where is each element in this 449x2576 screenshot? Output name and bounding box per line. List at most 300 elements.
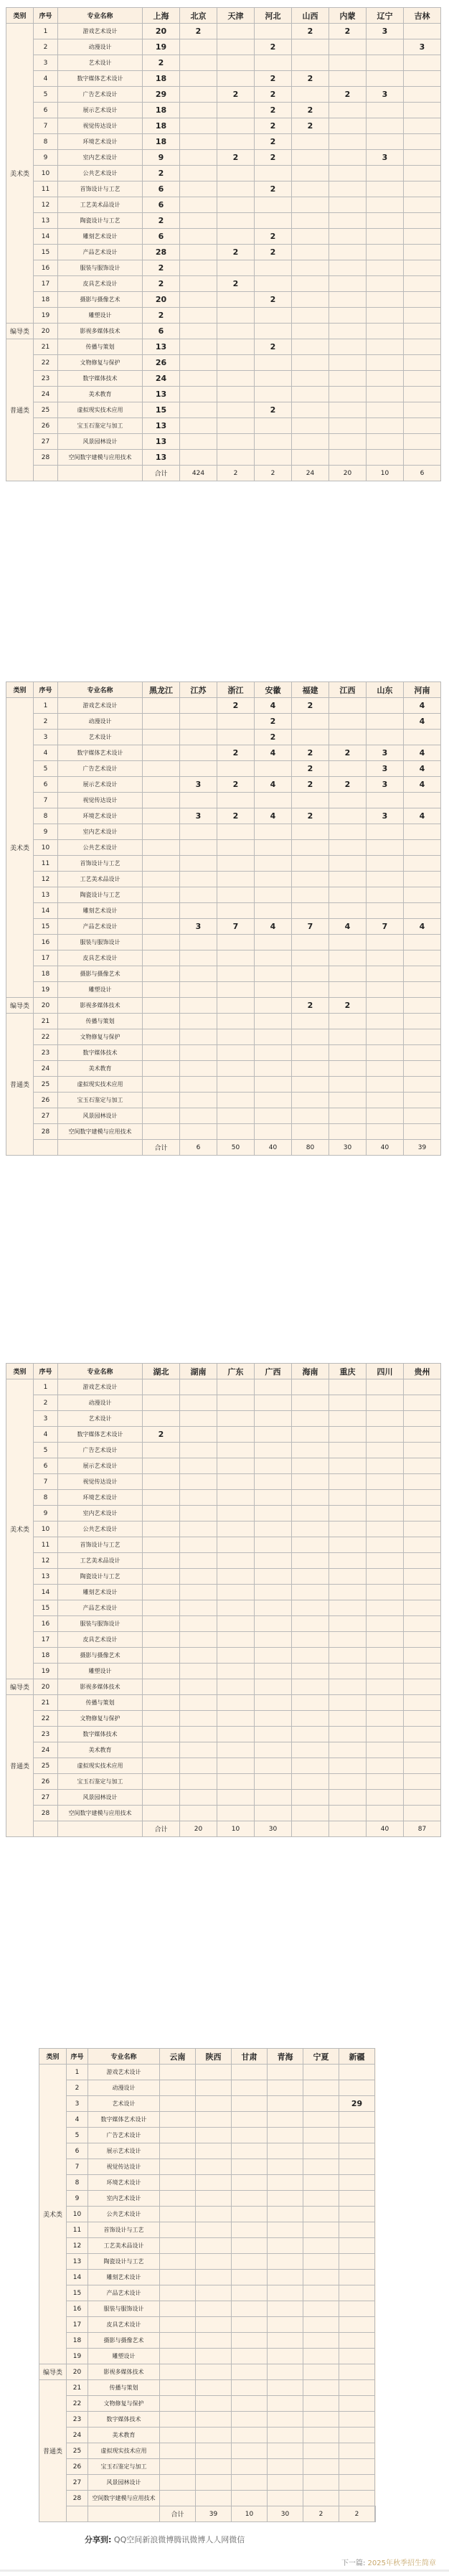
row-index: 4 xyxy=(34,745,58,761)
quota-cell xyxy=(217,118,255,134)
quota-cell xyxy=(232,2349,268,2364)
total-label: 合计 xyxy=(143,1821,180,1837)
table-row xyxy=(6,450,441,466)
quota-cell xyxy=(217,1014,255,1029)
quota-cell xyxy=(292,1600,329,1616)
program-name: 公共艺术设计 xyxy=(58,166,143,181)
quota-cell xyxy=(367,730,404,745)
quota-cell xyxy=(339,2175,375,2191)
quota-cell xyxy=(217,1061,255,1077)
quota-cell xyxy=(143,1600,180,1616)
quota-cell xyxy=(404,1443,441,1458)
row-index: 23 xyxy=(34,1045,58,1061)
table-row xyxy=(39,2380,376,2396)
quota-cell xyxy=(217,1616,255,1632)
program-name: 数字媒体技术 xyxy=(58,1727,143,1742)
quota-cell xyxy=(255,24,292,39)
program-name: 公共艺术设计 xyxy=(58,1521,143,1537)
quota-cell xyxy=(404,387,441,402)
table-row xyxy=(6,1742,441,1758)
total-cell: 2 xyxy=(255,466,292,481)
quota-cell: 2 xyxy=(217,245,255,260)
quota-cell xyxy=(339,2285,375,2301)
quota-cell xyxy=(329,808,367,824)
header-program: 专业名称 xyxy=(58,1364,143,1379)
row-index: 3 xyxy=(34,55,58,71)
quota-cell xyxy=(303,2317,339,2333)
quota-cell xyxy=(303,2096,339,2112)
quota-cell: 3 xyxy=(367,87,404,103)
quota-cell: 2 xyxy=(292,698,329,714)
program-name: 艺术设计 xyxy=(88,2096,160,2112)
quota-cell: 2 xyxy=(255,714,292,730)
quota-cell xyxy=(255,1742,292,1758)
quota-cell: 2 xyxy=(329,87,367,103)
quota-cell xyxy=(232,2491,268,2506)
quota-cell xyxy=(180,698,217,714)
quota-cell xyxy=(180,714,217,730)
program-name: 服装与服饰设计 xyxy=(58,260,143,276)
quota-cell xyxy=(196,2128,232,2143)
quota-cell xyxy=(329,1774,367,1790)
quota-cell: 2 xyxy=(143,213,180,229)
row-index: 27 xyxy=(34,1108,58,1124)
quota-cell xyxy=(329,1600,367,1616)
quota-cell xyxy=(339,2128,375,2143)
table-row xyxy=(6,966,441,982)
quota-cell xyxy=(268,2222,303,2238)
program-name: 摄影与摄像艺术 xyxy=(88,2333,160,2349)
quota-cell xyxy=(268,2096,303,2112)
quota-cell xyxy=(255,1045,292,1061)
quota-cell xyxy=(143,1443,180,1458)
table-row xyxy=(39,2459,376,2475)
total-cell: 30 xyxy=(329,1140,367,1156)
quota-cell xyxy=(255,1093,292,1108)
quota-cell xyxy=(292,324,329,339)
footer-divider xyxy=(0,2570,449,2572)
quota-cell xyxy=(367,39,404,55)
quota-cell: 2 xyxy=(255,118,292,134)
row-index: 20 xyxy=(34,998,58,1014)
quota-cell xyxy=(196,2317,232,2333)
category-cell: 编导类 xyxy=(6,1679,34,1695)
quota-cell xyxy=(329,387,367,402)
quota-cell xyxy=(196,2412,232,2428)
quota-cell xyxy=(232,2222,268,2238)
program-name: 游戏艺术设计 xyxy=(88,2065,160,2080)
row-index: 2 xyxy=(34,39,58,55)
quota-cell xyxy=(180,1395,217,1411)
quota-cell xyxy=(404,1077,441,1093)
quota-cell xyxy=(404,371,441,387)
quota-cell xyxy=(367,134,404,150)
quota-cell xyxy=(232,2285,268,2301)
row-index: 6 xyxy=(67,2143,88,2159)
quota-cell: 6 xyxy=(143,229,180,245)
quota-cell xyxy=(217,1521,255,1537)
quota-cell xyxy=(160,2349,196,2364)
quota-cell xyxy=(268,2443,303,2459)
row-index: 23 xyxy=(34,371,58,387)
quota-cell xyxy=(143,698,180,714)
quota-cell: 18 xyxy=(143,118,180,134)
quota-cell xyxy=(217,181,255,197)
quota-cell xyxy=(217,1474,255,1490)
row-index: 20 xyxy=(67,2364,88,2380)
quota-cell xyxy=(255,793,292,808)
quota-cell xyxy=(143,1108,180,1124)
quota-cell xyxy=(367,872,404,887)
quota-cell xyxy=(255,1521,292,1537)
quota-cell xyxy=(268,2065,303,2080)
quota-cell xyxy=(180,276,217,292)
row-index: 28 xyxy=(67,2491,88,2506)
quota-cell xyxy=(217,730,255,745)
program-name: 文物修复与保护 xyxy=(58,355,143,371)
quota-cell xyxy=(232,2459,268,2475)
quota-cell xyxy=(217,935,255,950)
quota-cell xyxy=(367,245,404,260)
quota-cell xyxy=(292,55,329,71)
quota-cell xyxy=(303,2364,339,2380)
quota-cell xyxy=(255,1806,292,1821)
row-index: 23 xyxy=(67,2412,88,2428)
quota-cell xyxy=(180,292,217,308)
row-index: 4 xyxy=(34,71,58,87)
quota-cell: 20 xyxy=(143,292,180,308)
table-row xyxy=(6,856,441,872)
quota-cell xyxy=(367,339,404,355)
row-index: 28 xyxy=(34,1806,58,1821)
quota-cell xyxy=(303,2301,339,2317)
quota-cell xyxy=(292,1521,329,1537)
quota-cell xyxy=(143,1790,180,1806)
total-cell: 50 xyxy=(217,1140,255,1156)
quota-cell: 2 xyxy=(255,181,292,197)
quota-cell xyxy=(217,903,255,919)
program-name: 游戏艺术设计 xyxy=(58,1379,143,1395)
quota-cell xyxy=(292,1458,329,1474)
quota-cell xyxy=(404,276,441,292)
row-index: 25 xyxy=(34,1758,58,1774)
quota-cell xyxy=(367,1758,404,1774)
total-blank xyxy=(58,1821,143,1837)
quota-cell xyxy=(329,982,367,998)
quota-cell xyxy=(232,2317,268,2333)
quota-cell xyxy=(180,1490,217,1506)
quota-cell: 2 xyxy=(255,39,292,55)
quota-cell xyxy=(367,402,404,418)
table-row xyxy=(39,2491,376,2506)
quota-cell xyxy=(404,150,441,166)
quota-cell xyxy=(404,982,441,998)
row-index: 21 xyxy=(34,1695,58,1711)
quota-cell xyxy=(404,418,441,434)
quota-cell xyxy=(404,1411,441,1427)
quota-cell: 4 xyxy=(255,745,292,761)
quota-cell xyxy=(232,2175,268,2191)
share-links[interactable]: QQ空间新浪微博腾讯微博人人网微信 xyxy=(113,2535,245,2544)
total-cell xyxy=(329,1821,367,1837)
table-row xyxy=(6,1490,441,1506)
row-index: 28 xyxy=(34,450,58,466)
header-category: 类别 xyxy=(6,8,34,24)
program-name: 艺术设计 xyxy=(58,730,143,745)
quota-cell xyxy=(292,1616,329,1632)
quota-cell xyxy=(268,2270,303,2285)
quota-cell xyxy=(255,1727,292,1742)
quota-cell xyxy=(143,1029,180,1045)
program-name: 游戏艺术设计 xyxy=(58,698,143,714)
quota-cell xyxy=(367,1490,404,1506)
program-name: 艺术设计 xyxy=(58,1411,143,1427)
quota-cell xyxy=(232,2380,268,2396)
table-row xyxy=(39,2207,376,2222)
quota-cell xyxy=(180,450,217,466)
header-program: 专业名称 xyxy=(88,2049,160,2065)
header-region: 浙江 xyxy=(217,682,255,698)
quota-cell xyxy=(329,887,367,903)
quota-cell xyxy=(404,950,441,966)
quota-cell xyxy=(143,1585,180,1600)
quota-cell xyxy=(217,1395,255,1411)
quota-cell xyxy=(160,2333,196,2349)
quota-cell xyxy=(329,1679,367,1695)
quota-cell xyxy=(367,371,404,387)
quota-cell: 2 xyxy=(329,777,367,793)
quota-cell xyxy=(217,402,255,418)
row-index: 1 xyxy=(34,698,58,714)
row-index: 17 xyxy=(34,950,58,966)
row-index: 12 xyxy=(34,197,58,213)
quota-cell xyxy=(339,2112,375,2128)
quota-cell xyxy=(404,166,441,181)
table-row xyxy=(6,1537,441,1553)
plan-table-1 xyxy=(6,7,441,481)
quota-cell xyxy=(217,1411,255,1427)
quota-cell xyxy=(232,2428,268,2443)
quota-cell xyxy=(255,1458,292,1474)
program-name: 服装与服饰设计 xyxy=(58,1616,143,1632)
table-row xyxy=(6,1506,441,1521)
quota-cell xyxy=(292,1124,329,1140)
quota-cell xyxy=(292,730,329,745)
quota-cell xyxy=(329,1077,367,1093)
quota-cell: 3 xyxy=(367,745,404,761)
quota-cell xyxy=(180,1679,217,1695)
quota-cell xyxy=(232,2254,268,2270)
quota-cell xyxy=(367,1458,404,1474)
quota-cell xyxy=(292,1506,329,1521)
quota-cell xyxy=(329,1585,367,1600)
quota-cell xyxy=(255,324,292,339)
table-row xyxy=(6,1108,441,1124)
quota-cell xyxy=(160,2191,196,2207)
category-cell: 普通类 xyxy=(6,1014,34,1156)
quota-cell: 4 xyxy=(255,698,292,714)
quota-cell xyxy=(339,2191,375,2207)
quota-cell xyxy=(404,260,441,276)
quota-cell xyxy=(367,1427,404,1443)
table-row xyxy=(39,2065,376,2080)
share-bar xyxy=(85,2534,245,2545)
quota-cell xyxy=(268,2238,303,2254)
program-name: 视觉传达设计 xyxy=(58,118,143,134)
table-row xyxy=(6,324,441,339)
program-name: 环境艺术设计 xyxy=(58,808,143,824)
quota-cell: 4 xyxy=(255,919,292,935)
table-row xyxy=(39,2222,376,2238)
quota-cell xyxy=(217,371,255,387)
quota-cell xyxy=(180,324,217,339)
quota-cell xyxy=(329,1695,367,1711)
quota-cell xyxy=(217,1458,255,1474)
quota-cell: 2 xyxy=(217,745,255,761)
quota-cell xyxy=(232,2207,268,2222)
table-row xyxy=(6,1790,441,1806)
quota-cell: 3 xyxy=(367,150,404,166)
quota-cell xyxy=(367,1616,404,1632)
quota-cell xyxy=(292,840,329,856)
quota-cell xyxy=(160,2301,196,2317)
row-index: 7 xyxy=(34,793,58,808)
quota-cell xyxy=(367,903,404,919)
table-row xyxy=(39,2317,376,2333)
quota-cell xyxy=(180,1727,217,1742)
row-index: 15 xyxy=(34,245,58,260)
program-name: 雕塑设计 xyxy=(58,1664,143,1679)
quota-cell xyxy=(404,966,441,982)
header-region: 湖南 xyxy=(180,1364,217,1379)
quota-cell xyxy=(217,793,255,808)
header-region: 江西 xyxy=(329,682,367,698)
quota-cell xyxy=(367,1124,404,1140)
program-name: 皮具艺术设计 xyxy=(58,276,143,292)
quota-cell xyxy=(255,1474,292,1490)
quota-cell xyxy=(180,1742,217,1758)
table-row xyxy=(6,339,441,355)
total-cell: 2 xyxy=(339,2506,375,2522)
quota-cell xyxy=(303,2238,339,2254)
total-cell: 40 xyxy=(367,1821,404,1837)
total-cell: 424 xyxy=(180,466,217,481)
row-index: 11 xyxy=(34,856,58,872)
quota-cell xyxy=(180,260,217,276)
header-index: 序号 xyxy=(34,1364,58,1379)
quota-cell xyxy=(180,761,217,777)
quota-cell xyxy=(180,730,217,745)
quota-cell xyxy=(255,166,292,181)
quota-cell xyxy=(404,872,441,887)
row-index: 26 xyxy=(67,2459,88,2475)
quota-cell xyxy=(329,150,367,166)
quota-cell xyxy=(268,2143,303,2159)
quota-cell xyxy=(339,2428,375,2443)
program-name: 首饰设计与工艺 xyxy=(58,181,143,197)
quota-cell xyxy=(329,339,367,355)
quota-cell xyxy=(180,1061,217,1077)
header-region: 青海 xyxy=(268,2049,303,2065)
quota-cell xyxy=(217,761,255,777)
table-row xyxy=(39,2412,376,2428)
quota-cell xyxy=(143,998,180,1014)
quota-cell xyxy=(292,887,329,903)
table-row xyxy=(6,1616,441,1632)
program-name: 动漫设计 xyxy=(58,1395,143,1411)
quota-cell xyxy=(143,1553,180,1569)
program-name: 服装与服饰设计 xyxy=(88,2301,160,2317)
quota-cell xyxy=(303,2285,339,2301)
quota-cell xyxy=(367,308,404,324)
program-name: 虚拟现实技术应用 xyxy=(58,1758,143,1774)
quota-cell xyxy=(367,1014,404,1029)
program-name: 首饰设计与工艺 xyxy=(88,2222,160,2238)
quota-cell: 2 xyxy=(217,276,255,292)
header-index: 序号 xyxy=(34,8,58,24)
table-row xyxy=(6,1458,441,1474)
quota-cell xyxy=(217,434,255,450)
quota-cell xyxy=(196,2159,232,2175)
quota-cell xyxy=(329,103,367,118)
quota-cell xyxy=(292,1077,329,1093)
quota-cell xyxy=(268,2364,303,2380)
quota-cell xyxy=(180,1458,217,1474)
header-category: 类别 xyxy=(6,1364,34,1379)
header-region: 山西 xyxy=(292,8,329,24)
quota-cell xyxy=(329,872,367,887)
quota-cell xyxy=(143,1061,180,1077)
next-article-link[interactable]: 2025年秋季招生简章 xyxy=(367,2560,436,2567)
table-row xyxy=(39,2396,376,2412)
quota-cell: 3 xyxy=(180,777,217,793)
quota-cell xyxy=(217,1045,255,1061)
quota-cell xyxy=(143,1395,180,1411)
table-header-row xyxy=(39,2049,376,2065)
quota-cell xyxy=(329,935,367,950)
quota-cell xyxy=(255,1679,292,1695)
quota-cell: 2 xyxy=(292,777,329,793)
quota-cell xyxy=(404,1521,441,1537)
quota-cell xyxy=(180,1379,217,1395)
quota-cell xyxy=(339,2065,375,2080)
table-row xyxy=(39,2143,376,2159)
quota-cell xyxy=(217,229,255,245)
quota-cell xyxy=(292,434,329,450)
header-region: 江苏 xyxy=(180,682,217,698)
quota-cell xyxy=(196,2207,232,2222)
quota-cell xyxy=(180,1553,217,1569)
row-index: 8 xyxy=(34,808,58,824)
row-index: 5 xyxy=(34,761,58,777)
program-name: 室内艺术设计 xyxy=(58,824,143,840)
row-index: 9 xyxy=(34,150,58,166)
quota-cell xyxy=(329,292,367,308)
quota-cell xyxy=(367,260,404,276)
quota-cell xyxy=(329,181,367,197)
quota-cell xyxy=(160,2159,196,2175)
program-name: 雕塑设计 xyxy=(58,308,143,324)
program-name: 传播与策划 xyxy=(58,1695,143,1711)
quota-cell xyxy=(255,434,292,450)
program-name: 陶瓷设计与工艺 xyxy=(88,2254,160,2270)
row-index: 13 xyxy=(34,213,58,229)
program-name: 风景园林设计 xyxy=(58,434,143,450)
quota-cell xyxy=(404,1679,441,1695)
quota-cell xyxy=(232,2065,268,2080)
quota-cell xyxy=(367,181,404,197)
quota-cell xyxy=(367,1045,404,1061)
